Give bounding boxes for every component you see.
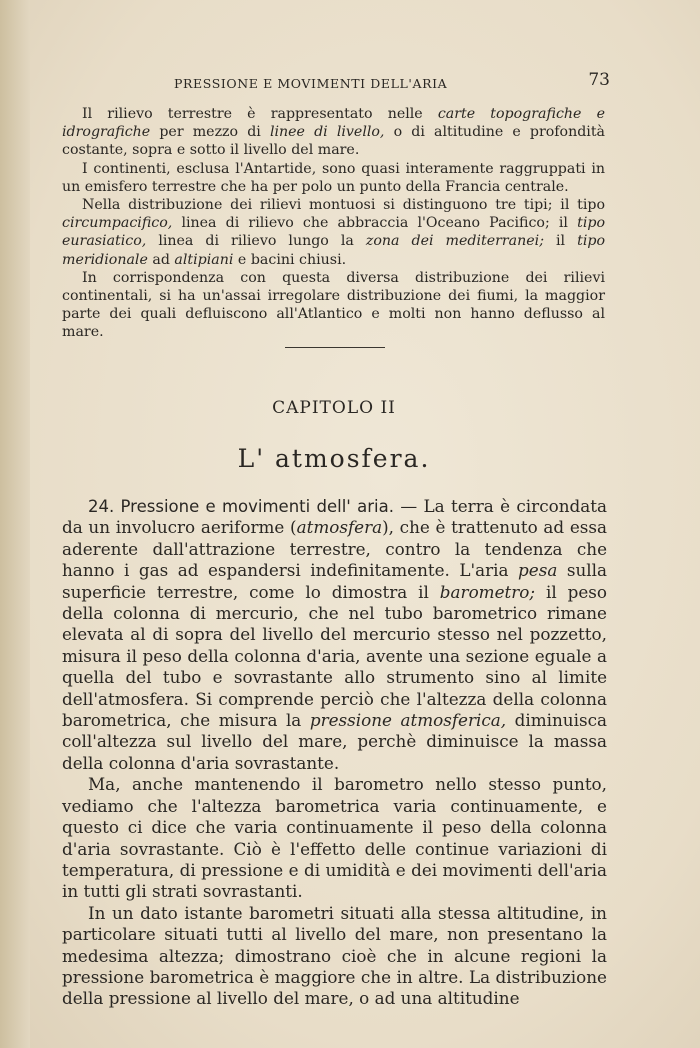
- body-rest: [62, 774, 607, 1009]
- italic-text-run: pesa: [518, 560, 558, 581]
- text-run: e bacini chiusi.: [233, 251, 347, 268]
- italic-text-run: pressione atmosferica,: [309, 710, 507, 731]
- italic-text-run: tipo meridionale: [62, 233, 605, 268]
- text-run: I continenti, esclusa l'Antartide, sono quasi interamente raggruppati in un emisfero terrestre che ha per polo un punto della Francia centrale.: [62, 160, 605, 195]
- intro-paragraph: [62, 105, 605, 160]
- body-paragraph: [62, 774, 607, 902]
- text-run: In un dato istante barometri situati alla stessa altitudine, in particolare situati tutti al livello del mare, non presentano la medesima altezza; dimostrano cioè che in alcune regioni la pressione barometrica è maggiore che in altre. La distribuzione della pressione al livello del mare, o ad una altitudine: [62, 902, 607, 1009]
- text-run: In corrispondenza con questa diversa distribuzione dei rilievi continentali, si ha un'assai irregolare distribuzione dei fiumi, la maggior parte dei quali defluiscono all'Atlantico e molti non hanno deflusso al mare.: [62, 269, 605, 341]
- italic-text-run: tipo eurasiatico,: [62, 215, 605, 250]
- italic-text-run: carte topografiche e idrografiche: [62, 106, 605, 141]
- chapter-title: L' atmosfera.: [237, 444, 431, 473]
- page-gutter: [0, 0, 30, 1048]
- body-text-block: [62, 496, 607, 1010]
- italic-text-run: circumpacifico,: [62, 215, 173, 232]
- intro-paragraph: [62, 269, 605, 342]
- text-run: ad: [147, 251, 175, 268]
- text-run: Nella distribuzione dei rilievi montuosi si distinguono tre tipi; il tipo: [82, 197, 605, 214]
- text-run: linea di rilievo che abbraccia l'Oceano Pacifico; il: [172, 215, 578, 232]
- intro-paragraph: [62, 160, 605, 196]
- running-title: PRESSIONE E MOVIMENTI DELL'ARIA: [174, 76, 448, 91]
- page-number: 73: [588, 70, 610, 90]
- text-run: linea di rilievo lungo la: [146, 233, 366, 250]
- italic-text-run: barometro;: [439, 581, 536, 602]
- text-run: o di altitudine e profondità costante, sopra e sotto il livello del mare.: [62, 124, 605, 159]
- section-divider: [285, 347, 385, 348]
- text-run: il peso della colonna di mercurio, che nel tubo barometrico rimane elevata al di sopra del livello del mercurio stesso nel pozzetto, misura il peso della colonna d'aria, avente una sezione eguale a quella del tubo e sovrastante allo strumento sino al limite dell'atmosfera. Si comprende perciò che l'altezza della colonna barometrica, che misura la: [62, 581, 607, 731]
- chapter-label: CAPITOLO II: [272, 398, 396, 418]
- text-run: diminuisca coll'altezza sul livello del mare, perchè diminuisce la massa della colonna d'aria sovrastante.: [62, 710, 607, 773]
- text-run: per mezzo di: [150, 124, 270, 141]
- body-paragraph: [62, 903, 607, 1010]
- text-run: il: [544, 233, 578, 250]
- body-paragraph: [62, 496, 607, 774]
- text-run: sulla superficie terrestre, come lo dimostra il: [62, 560, 607, 602]
- italic-text-run: atmosfera: [296, 517, 383, 538]
- text-run: Ma, anche mantenendo il barometro nello stesso punto, vediamo che l'altezza barometrica varia continuamente, e questo ci dice che varia continuamente il peso della colonna d'aria sovrastante. Ciò è l'effetto delle continue variazioni di temperatura, di pressione e di umidità e dei movimenti dell'aria in tutti gli strati sovrastanti.: [62, 774, 607, 902]
- italic-text-run: linee di livello,: [269, 124, 385, 141]
- section-heading: 24. Pressione e movimenti dell' aria.: [88, 497, 394, 516]
- text-run: Il rilievo terrestre è rappresentato nelle: [82, 106, 438, 122]
- text-run: ), che è trattenuto ad essa aderente dall'attrazione terrestre, contro la tendenza che hanno i gas ad espandersi indefinitamente. L'aria: [62, 517, 607, 581]
- text-run: — La terra è circondata da un involucro aeriforme (: [62, 496, 607, 538]
- italic-text-run: zona dei mediterranei;: [365, 233, 544, 250]
- italic-text-run: altipiani: [174, 251, 234, 268]
- intro-text-block: [62, 105, 605, 342]
- intro-paragraph: [62, 196, 605, 269]
